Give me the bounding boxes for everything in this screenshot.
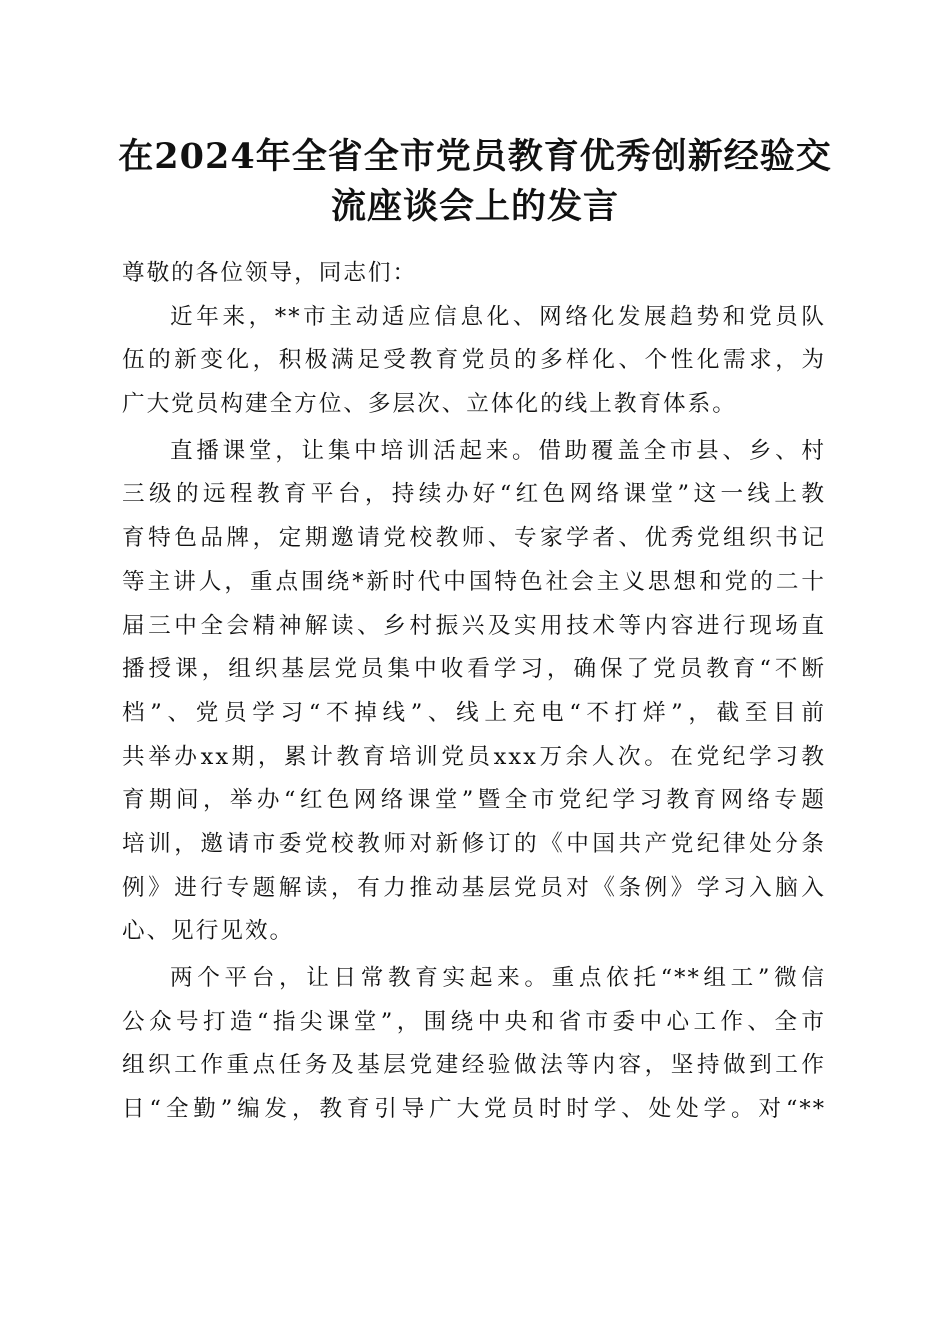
paragraph-two-platforms bbox=[122, 957, 826, 1132]
paragraph-intro bbox=[122, 296, 826, 427]
paragraph-line: 公众号打造“指尖课堂”，围绕中央和省市委中心工作、全市 bbox=[122, 1008, 826, 1035]
paragraph-line: 日“全勤”编发，教育引导广大党员时时学、处处学。对“** bbox=[122, 1096, 826, 1123]
paragraph-line: 伍的新变化，积极满足受教育党员的多样化、个性化需求，为 bbox=[122, 347, 826, 374]
paragraph-line: 组织工作重点任务及基层党建经验做法等内容，坚持做到工作 bbox=[122, 1052, 826, 1079]
document-title bbox=[110, 132, 840, 232]
paragraph-line: 等主讲人，重点围绕*新时代中国特色社会主义思想和党的二十 bbox=[122, 568, 826, 595]
paragraph-line: 三级的远程教育平台，持续办好“红色网络课堂”这一线上教 bbox=[122, 481, 826, 508]
paragraph-line: 档”、党员学习“不掉线”、线上充电“不打烊”，截至目前 bbox=[122, 699, 826, 726]
paragraph-line: 近年来，**市主动适应信息化、网络化发展趋势和党员队 bbox=[170, 303, 826, 330]
paragraph-line: 培训，邀请市委党校教师对新修订的《中国共产党纪律处分条 bbox=[122, 830, 826, 857]
paragraph-line: 育特色品牌，定期邀请党校教师、专家学者、优秀党组织书记 bbox=[122, 525, 826, 552]
title-line-1: 在2024年全省全市党员教育优秀创新经验交 bbox=[118, 136, 832, 177]
document-body bbox=[122, 252, 826, 1135]
title-line-2: 流座谈会上的发言 bbox=[330, 186, 619, 227]
paragraph-line: 广大党员构建全方位、多层次、立体化的线上教育体系。 bbox=[122, 391, 737, 418]
paragraph-live-classroom bbox=[122, 430, 826, 954]
salutation: 尊敬的各位领导，同志们： bbox=[122, 260, 418, 286]
paragraph-line: 例》进行专题解读，有力推动基层党员对《条例》学习入脑入 bbox=[122, 874, 826, 901]
paragraph-line: 直播课堂，让集中培训活起来。借助覆盖全市县、乡、村 bbox=[170, 437, 826, 464]
paragraph-line: 共举办xx期，累计教育培训党员xxx万余人次。在党纪学习教 bbox=[122, 743, 826, 770]
paragraph-line: 两个平台，让日常教育实起来。重点依托“**组工”微信 bbox=[170, 965, 826, 991]
paragraph-line: 播授课，组织基层党员集中收看学习，确保了党员教育“不断 bbox=[122, 656, 826, 683]
paragraph-line: 届三中全会精神解读、乡村振兴及实用技术等内容进行现场直 bbox=[122, 612, 826, 639]
paragraph-line: 育期间，举办“红色网络课堂”暨全市党纪学习教育网络专题 bbox=[122, 787, 826, 814]
paragraph-line: 心、见行见效。 bbox=[122, 918, 295, 945]
